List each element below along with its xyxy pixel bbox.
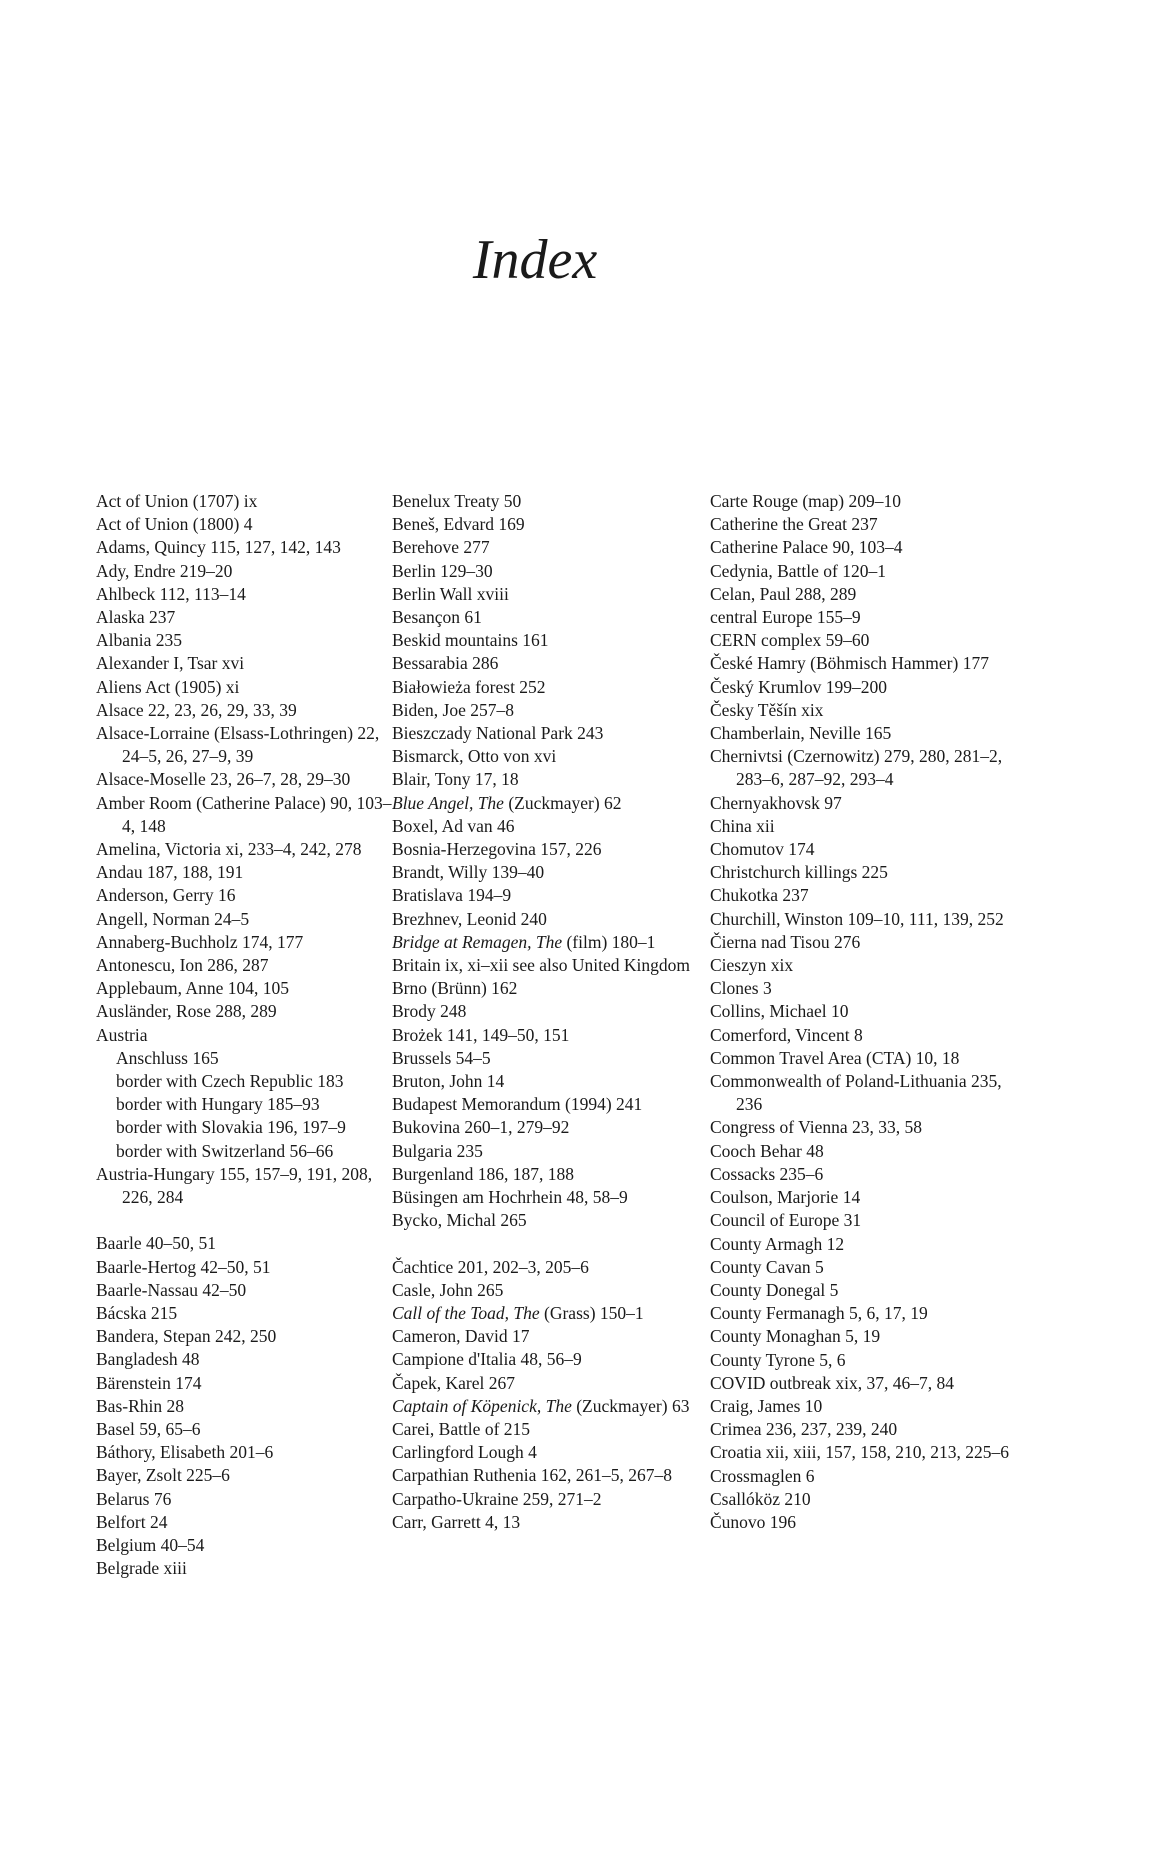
index-entry: [392, 652, 707, 675]
entry-text: Beneš, Edvard 169: [392, 514, 525, 535]
entry-text: Bas-Rhin 28: [96, 1395, 184, 1416]
index-entry: [392, 792, 707, 815]
index-entry: [392, 1000, 707, 1023]
entry-text: Bukovina 260–1, 279–92: [392, 1117, 570, 1138]
entry-text: Annaberg-Buchholz 174, 177: [96, 931, 304, 952]
index-entry: [710, 838, 1030, 861]
entry-text: Carei, Battle of 215: [392, 1418, 531, 1439]
entry-text: Budapest Memorandum (1994) 241: [392, 1094, 643, 1115]
entry-text: County Donegal 5: [710, 1279, 839, 1300]
index-entry: [710, 1070, 1030, 1116]
entry-text: Amelina, Victoria xi, 233–4, 242, 278: [96, 839, 362, 860]
entry-text: County Armagh 12: [710, 1233, 845, 1254]
index-entry: [392, 722, 707, 745]
index-entry: [392, 977, 707, 1000]
entry-text: Bangladesh 48: [96, 1349, 200, 1370]
index-entry: [710, 652, 1030, 675]
index-entry: [392, 1209, 707, 1232]
entry-text: Basel 59, 65–6: [96, 1418, 201, 1439]
index-entry: [392, 1372, 707, 1395]
entry-text: Carlingford Lough 4: [392, 1442, 537, 1463]
entry-text: Alexander I, Tsar xvi: [96, 653, 245, 674]
index-entry: [96, 1395, 396, 1418]
entry-text: Blair, Tony 17, 18: [392, 769, 519, 790]
entry-text: Berlin 129–30: [392, 560, 493, 581]
entry-text: Čapek, Karel 267: [392, 1372, 515, 1393]
entry-text: Croatia xii, xiii, 157, 158, 210, 213, 225–6: [710, 1442, 1009, 1463]
index-entry: [710, 1140, 1030, 1163]
entry-text: Bessarabia 286: [392, 653, 499, 674]
index-entry: [710, 1116, 1030, 1139]
index-entry: [392, 768, 707, 791]
entry-text: Čierna nad Tisou 276: [710, 931, 861, 952]
index-entry: [392, 490, 707, 513]
entry-text: Carte Rouge (map) 209–10: [710, 491, 901, 511]
index-entry: [392, 1024, 707, 1047]
entry-text: Bratislava 194–9: [392, 885, 512, 906]
entry-text: Albania 235: [96, 630, 183, 651]
entry-text: border with Switzerland 56–66: [116, 1140, 334, 1161]
entry-text: Chukotka 237: [710, 885, 809, 906]
index-entry: [710, 908, 1030, 931]
index-entry: [710, 977, 1030, 1000]
entry-text: Chomutov 174: [710, 839, 815, 860]
entry-text: Čunovo 196: [710, 1511, 797, 1532]
index-entry: [96, 583, 396, 606]
entry-text: Carpathian Ruthenia 162, 261–5, 267–8: [392, 1465, 672, 1486]
index-entry: [392, 1511, 707, 1534]
index-entry: [96, 1024, 396, 1047]
entry-text: Brezhnev, Leonid 240: [392, 908, 547, 929]
entry-text: Brody 248: [392, 1001, 467, 1022]
index-entry: [96, 838, 396, 861]
letter-group-gap: [96, 1209, 396, 1232]
entry-text: Berehove 277: [392, 537, 490, 558]
index-entry: [392, 1279, 707, 1302]
entry-text: Boxel, Ad van 46: [392, 815, 515, 836]
index-entry: [96, 1418, 396, 1441]
entry-text: border with Hungary 185–93: [116, 1094, 320, 1115]
index-entry: [96, 1511, 396, 1534]
index-entry: [392, 536, 707, 559]
index-entry: [710, 792, 1030, 815]
entry-text: České Hamry (Böhmisch Hammer) 177: [710, 653, 989, 674]
entry-text: Cieszyn xix: [710, 955, 794, 976]
index-entry: [710, 1465, 1030, 1488]
index-entry: [710, 629, 1030, 652]
index-entry: [392, 676, 707, 699]
index-entry: [96, 792, 396, 838]
entry-text: Bieszczady National Park 243: [392, 723, 604, 744]
index-entry: [392, 1302, 707, 1325]
index-entry: [392, 908, 707, 931]
index-entry: [710, 676, 1030, 699]
entry-text: Alaska 237: [96, 607, 176, 628]
entry-text: Brandt, Willy 139–40: [392, 862, 545, 883]
index-entry: [710, 1233, 1030, 1256]
index-entry: [710, 1488, 1030, 1511]
index-entry: [710, 536, 1030, 559]
entry-text: Anschluss 165: [116, 1047, 219, 1068]
entry-text: County Cavan 5: [710, 1256, 824, 1277]
entry-text: Baarle 40–50, 51: [96, 1233, 217, 1254]
index-subentry: [96, 1093, 396, 1116]
index-entry: [710, 1279, 1030, 1302]
index-entry: [96, 1534, 396, 1557]
index-entry: [710, 1302, 1030, 1325]
entry-text: Belgium 40–54: [96, 1534, 205, 1555]
entry-text: Český Krumlov 199–200: [710, 676, 887, 697]
index-column-2: [392, 490, 707, 1534]
index-entry: [96, 676, 396, 699]
index-entry: [392, 606, 707, 629]
index-entry: [710, 1186, 1030, 1209]
entry-text: Bandera, Stepan 242, 250: [96, 1326, 277, 1347]
entry-text: Campione d'Italia 48, 56–9: [392, 1349, 582, 1370]
index-column-3: [710, 490, 1030, 1534]
entry-text: Brussels 54–5: [392, 1047, 491, 1068]
entry-text: County Tyrone 5, 6: [710, 1349, 846, 1370]
index-entry: [392, 1488, 707, 1511]
entry-text: border with Czech Republic 183: [116, 1071, 344, 1092]
entry-text: County Monaghan 5, 19: [710, 1326, 881, 1347]
entry-text: Antonescu, Ion 286, 287: [96, 955, 269, 976]
index-entry: [96, 884, 396, 907]
entry-title-italic: Captain of Köpenick, The: [392, 1395, 572, 1416]
entry-text: border with Slovakia 196, 197–9: [116, 1117, 346, 1138]
entry-text: Craig, James 10: [710, 1395, 823, 1416]
entry-text: Chernyakhovsk 97: [710, 792, 842, 813]
index-entry: [710, 1024, 1030, 1047]
index-entry: [392, 1070, 707, 1093]
index-entry: [392, 954, 707, 977]
entry-text: Alsace-Moselle 23, 26–7, 28, 29–30: [96, 769, 351, 790]
entry-text: Baarle-Hertog 42–50, 51: [96, 1256, 271, 1277]
index-entry: [392, 745, 707, 768]
index-entry: [96, 931, 396, 954]
entry-text: Anderson, Gerry 16: [96, 885, 236, 906]
index-entry: [96, 1348, 396, 1371]
entry-text: Cossacks 235–6: [710, 1163, 824, 1184]
entry-text: Carr, Garrett 4, 13: [392, 1511, 521, 1532]
index-entry: [710, 583, 1030, 606]
index-entry: [392, 513, 707, 536]
entry-text: Bycko, Michal 265: [392, 1210, 527, 1231]
entry-text: County Fermanagh 5, 6, 17, 19: [710, 1303, 928, 1324]
entry-text: Čachtice 201, 202–3, 205–6: [392, 1256, 589, 1277]
index-entry: [392, 931, 707, 954]
index-entry: [392, 1395, 707, 1418]
entry-text: Adams, Quincy 115, 127, 142, 143: [96, 537, 341, 558]
entry-text: Bismarck, Otto von xvi: [392, 746, 557, 767]
entry-text: Applebaum, Anne 104, 105: [96, 978, 289, 999]
index-entry: [710, 1418, 1030, 1441]
index-entry: [392, 815, 707, 838]
index-entry: [96, 1256, 396, 1279]
index-entry: [392, 699, 707, 722]
entry-title-italic: Call of the Toad, The: [392, 1302, 540, 1323]
index-entry: [96, 1372, 396, 1395]
entry-text: Catherine the Great 237: [710, 514, 878, 535]
index-entry: [710, 1349, 1030, 1372]
index-entry: [96, 1163, 396, 1209]
index-entry: [392, 1163, 707, 1186]
entry-text: Berlin Wall xviii: [392, 583, 509, 604]
entry-text: Biden, Joe 257–8: [392, 699, 515, 720]
index-entry: [392, 1186, 707, 1209]
index-entry: [96, 908, 396, 931]
index-entry: [392, 1441, 707, 1464]
index-entry: [710, 815, 1030, 838]
entry-text: Ahlbeck 112, 113–14: [96, 583, 246, 604]
entry-text: Bruton, John 14: [392, 1071, 505, 1092]
entry-text: Chernivtsi (Czernowitz) 279, 280, 281–2, 283–6, 287–92, 293–4: [710, 746, 1003, 790]
entry-text: Bärenstein 174: [96, 1372, 202, 1393]
entry-text: Congress of Vienna 23, 33, 58: [710, 1117, 923, 1138]
entry-text: Belarus 76: [96, 1488, 172, 1509]
entry-text: Belfort 24: [96, 1511, 168, 1532]
index-entry: [710, 861, 1030, 884]
entry-text: (Zuckmayer) 62: [503, 792, 622, 813]
index-entry: [710, 954, 1030, 977]
entry-text: Cameron, David 17: [392, 1326, 530, 1347]
index-entry: [96, 560, 396, 583]
entry-text: Crossmaglen 6: [710, 1465, 815, 1486]
entry-text: central Europe 155–9: [710, 607, 861, 628]
index-entry: [392, 560, 707, 583]
index-entry: [392, 1093, 707, 1116]
index-entry: [96, 629, 396, 652]
entry-text: COVID outbreak xix, 37, 46–7, 84: [710, 1372, 955, 1393]
index-entry: [710, 722, 1030, 745]
entry-text: Amber Room (Catherine Palace) 90, 103–4, 148: [96, 792, 392, 836]
entry-text: Churchill, Winston 109–10, 111, 139, 252: [710, 908, 1004, 929]
index-entry: [392, 629, 707, 652]
entry-title-italic: Blue Angel, The: [392, 792, 504, 813]
entry-text: Casle, John 265: [392, 1279, 504, 1300]
entry-text: Brno (Brünn) 162: [392, 978, 518, 999]
entry-text: China xii: [710, 815, 775, 836]
index-entry: [96, 513, 396, 536]
index-entry: [96, 490, 396, 513]
index-entry: [96, 536, 396, 559]
entry-text: Baarle-Nassau 42–50: [96, 1279, 247, 1300]
entry-text: Council of Europe 31: [710, 1210, 862, 1231]
index-entry: [96, 1557, 396, 1580]
index-entry: [392, 838, 707, 861]
index-entry: [710, 1163, 1030, 1186]
index-entry: [392, 1047, 707, 1070]
index-entry: [96, 861, 396, 884]
index-entry: [96, 768, 396, 791]
entry-text: Česky Těšín xix: [710, 699, 824, 720]
entry-text: Csallóköz 210: [710, 1488, 811, 1509]
index-entry: [392, 583, 707, 606]
entry-text: Cedynia, Battle of 120–1: [710, 560, 886, 581]
entry-text: Bayer, Zsolt 225–6: [96, 1465, 230, 1486]
index-entry: [392, 1348, 707, 1371]
index-entry: [96, 977, 396, 1000]
entry-text: Britain ix, xi–xii see also United Kingdom: [392, 955, 690, 976]
index-entry: [710, 1372, 1030, 1395]
entry-text: Celan, Paul 288, 289: [710, 583, 857, 604]
index-entry: [392, 1140, 707, 1163]
entry-text: Act of Union (1707) ix: [96, 491, 258, 511]
entry-title-italic: Bridge at Remagen, The: [392, 931, 563, 952]
index-entry: [710, 1209, 1030, 1232]
entry-text: Angell, Norman 24–5: [96, 908, 250, 929]
index-entry: [96, 699, 396, 722]
page-title: Index: [472, 229, 598, 291]
entry-text: Brożek 141, 149–50, 151: [392, 1024, 570, 1045]
index-entry: [96, 1488, 396, 1511]
entry-text: Collins, Michael 10: [710, 1001, 849, 1022]
index-subentry: [96, 1140, 396, 1163]
entry-text: Báthory, Elisabeth 201–6: [96, 1442, 274, 1463]
entry-text: Clones 3: [710, 978, 772, 999]
entry-text: Benelux Treaty 50: [392, 491, 522, 511]
entry-text: (Zuckmayer) 63: [571, 1395, 690, 1416]
index-entry: [96, 1232, 396, 1255]
index-subentry: [96, 1047, 396, 1070]
index-entry: [96, 1325, 396, 1348]
index-entry: [710, 931, 1030, 954]
entry-text: Alsace-Lorraine (Elsass-Lothringen) 22, 24–5, 26, 27–9, 39: [96, 723, 380, 767]
index-column-1: [96, 490, 396, 1580]
index-entry: [710, 884, 1030, 907]
entry-text: Beskid mountains 161: [392, 630, 549, 651]
entry-text: Andau 187, 188, 191: [96, 862, 244, 883]
index-entry: [710, 513, 1030, 536]
entry-text: Białowieża forest 252: [392, 676, 546, 697]
index-entry: [96, 1441, 396, 1464]
entry-text: Act of Union (1800) 4: [96, 514, 253, 535]
index-entry: [392, 1418, 707, 1441]
entry-text: Catherine Palace 90, 103–4: [710, 537, 903, 558]
index-entry: [96, 652, 396, 675]
index-entry: [710, 606, 1030, 629]
index-entry: [710, 560, 1030, 583]
index-entry: [392, 884, 707, 907]
letter-group-gap: [392, 1233, 707, 1256]
index-entry: [710, 1325, 1030, 1348]
entry-text: Bosnia-Herzegovina 157, 226: [392, 839, 602, 860]
entry-text: Comerford, Vincent 8: [710, 1024, 863, 1045]
index-entry: [392, 1256, 707, 1279]
entry-text: Büsingen am Hochrhein 48, 58–9: [392, 1187, 628, 1208]
index-entry: [96, 1279, 396, 1302]
entry-text: Ausländer, Rose 288, 289: [96, 1001, 277, 1022]
entry-text: Common Travel Area (CTA) 10, 18: [710, 1047, 960, 1068]
index-entry: [710, 1441, 1030, 1464]
index-entry: [710, 1395, 1030, 1418]
index-entry: [710, 1000, 1030, 1023]
entry-text: Cooch Behar 48: [710, 1140, 824, 1161]
entry-text: Ady, Endre 219–20: [96, 560, 233, 581]
index-entry: [96, 722, 396, 768]
entry-text: Commonwealth of Poland-Lithuania 235, 236: [710, 1071, 1002, 1115]
index-entry: [96, 1302, 396, 1325]
index-entry: [710, 1256, 1030, 1279]
entry-text: CERN complex 59–60: [710, 630, 870, 651]
entry-text: Crimea 236, 237, 239, 240: [710, 1419, 898, 1440]
index-entry: [710, 1047, 1030, 1070]
entry-text: Christchurch killings 225: [710, 862, 888, 883]
entry-text: Burgenland 186, 187, 188: [392, 1163, 574, 1184]
entry-text: Bulgaria 235: [392, 1140, 483, 1161]
index-entry: [392, 1464, 707, 1487]
entry-text: Bácska 215: [96, 1302, 178, 1323]
index-subentry: [96, 1116, 396, 1139]
index-entry: [710, 699, 1030, 722]
entry-text: Coulson, Marjorie 14: [710, 1187, 861, 1208]
index-subentry: [96, 1070, 396, 1093]
entry-text: Austria-Hungary 155, 157–9, 191, 208, 226, 284: [96, 1163, 373, 1208]
entry-text: (Grass) 150–1: [539, 1302, 644, 1323]
index-entry: [710, 1511, 1030, 1534]
index-entry: [392, 1116, 707, 1139]
index-entry: [710, 745, 1030, 791]
entry-text: Aliens Act (1905) xi: [96, 676, 240, 697]
index-entry: [96, 606, 396, 629]
entry-text: (film) 180–1: [562, 931, 656, 952]
entry-text: Chamberlain, Neville 165: [710, 723, 892, 744]
entry-text: Besançon 61: [392, 607, 482, 628]
entry-text: Belgrade xiii: [96, 1558, 187, 1579]
index-entry: [392, 1325, 707, 1348]
index-entry: [96, 1464, 396, 1487]
entry-text: Carpatho-Ukraine 259, 271–2: [392, 1488, 602, 1509]
entry-text: Alsace 22, 23, 26, 29, 33, 39: [96, 699, 297, 720]
entry-text: Austria: [96, 1024, 148, 1045]
index-entry: [710, 490, 1030, 513]
index-entry: [392, 861, 707, 884]
index-entry: [96, 954, 396, 977]
index-entry: [96, 1000, 396, 1023]
